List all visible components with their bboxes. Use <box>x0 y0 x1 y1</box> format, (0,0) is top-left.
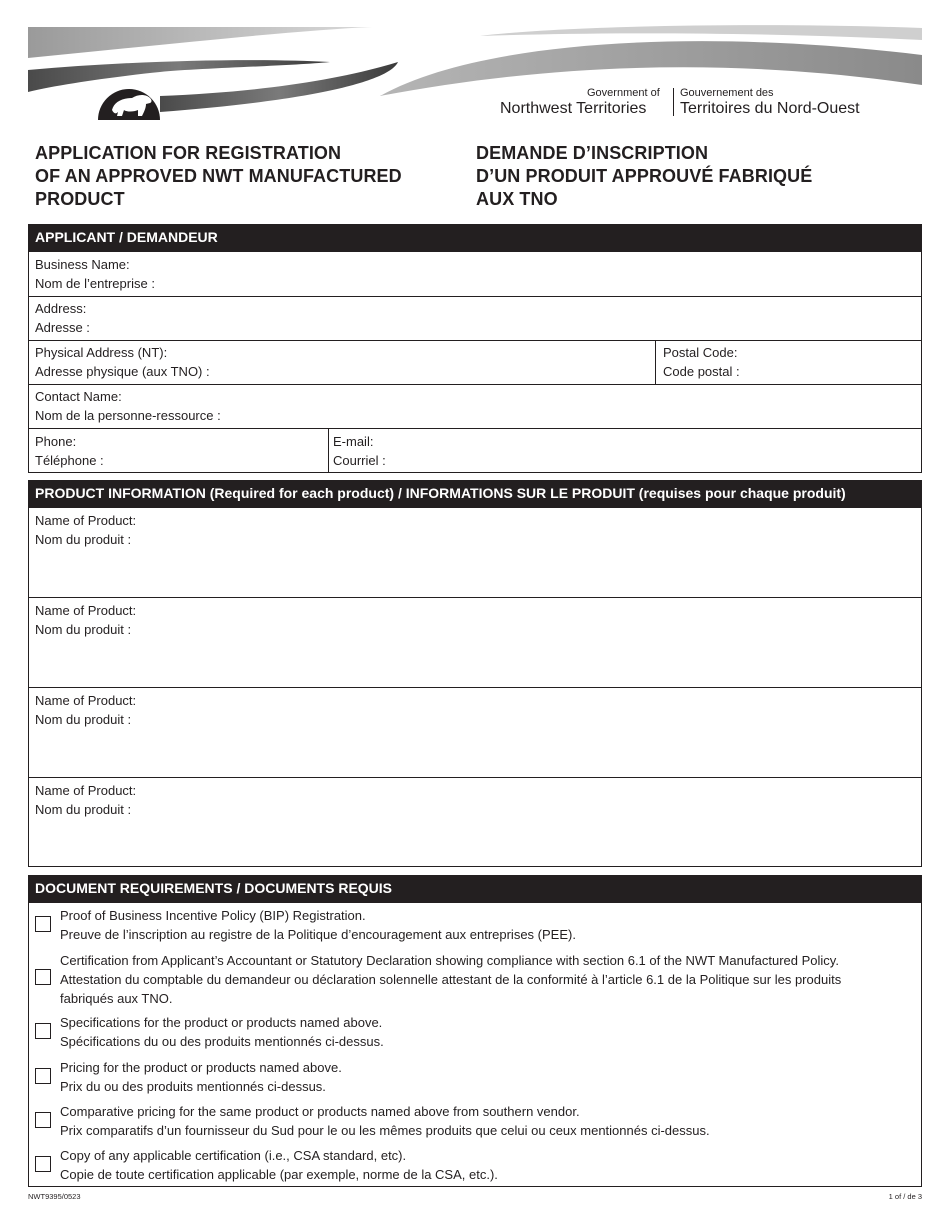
address-field[interactable]: Address: Adresse : <box>35 301 90 335</box>
requirement-applicable-certification: Copy of any applicable certification (i.e., CSA standard, etc). Copie de toute certification applicable (par exemple, norme de la CSA, etc.). <box>60 1148 498 1182</box>
requirement-accountant-certification: Certification from Applicant’s Accountant or Statutory Declaration showing compliance with section 6.1 of the NWT Manufactured Policy. Attestation du comptable du demandeur ou déclaration solennelle attestant de la conformité à l’article 6.1 de la Politique sur les produits fabriqués aux TNO. <box>60 953 842 1006</box>
divider <box>328 428 329 473</box>
contact-name-field[interactable]: Contact Name: Nom de la personne-ressource : <box>35 389 221 423</box>
requirement-bip-registration: Proof of Business Incentive Policy (BIP) Registration. Preuve de l’inscription au registre de la Politique d’encouragement aux entreprises (PEE). <box>60 908 576 942</box>
gov-divider <box>673 88 674 116</box>
gov-fr-big: Territoires du Nord-Ouest <box>680 100 860 117</box>
form-title-en: APPLICATION FOR REGISTRATION OF AN APPROVED NWT MANUFACTURED PRODUCT <box>35 143 402 209</box>
documents-section-header: DOCUMENT REQUIREMENTS / DOCUMENTS REQUIS <box>28 875 922 902</box>
nwt-polar-bear-logo <box>96 66 162 120</box>
product-name-field-2[interactable]: Name of Product: Nom du produit : <box>35 603 137 637</box>
checkbox-bip-registration[interactable] <box>35 916 51 932</box>
divider <box>28 340 922 341</box>
divider <box>28 296 922 297</box>
divider <box>28 384 922 385</box>
divider <box>28 597 922 598</box>
physical-address-field[interactable]: Physical Address (NT): Adresse physique (aux TNO) : <box>35 345 210 379</box>
checkbox-pricing[interactable] <box>35 1068 51 1084</box>
checkbox-comparative-pricing[interactable] <box>35 1112 51 1128</box>
divider <box>28 428 922 429</box>
requirement-comparative-pricing: Comparative pricing for the same product or products named above from southern vendor. Prix comparatifs d’un fournisseur du Sud pour le ou les mêmes produits que celui ou ceux mentionnés ci-dessus. <box>60 1104 710 1138</box>
postal-code-field[interactable]: Postal Code: Code postal : <box>663 345 740 379</box>
form-title-fr: DEMANDE D’INSCRIPTION D’UN PRODUIT APPROUVÉ FABRIQUÉ AUX TNO <box>476 143 813 209</box>
page-number: 1 of / de 3 <box>888 1192 922 1201</box>
applicant-section-header: APPLICANT / DEMANDEUR <box>28 224 922 251</box>
product-name-field-3[interactable]: Name of Product: Nom du produit : <box>35 693 137 727</box>
requirement-pricing: Pricing for the product or products named above. Prix du ou des produits mentionnés ci-dessus. <box>60 1060 342 1094</box>
product-name-field-1[interactable]: Name of Product: Nom du produit : <box>35 513 137 547</box>
product-section-header: PRODUCT INFORMATION (Required for each product) / INFORMATIONS SUR LE PRODUIT (requises pour chaque produit) <box>28 480 922 507</box>
divider <box>655 340 656 384</box>
business-name-field[interactable]: Business Name: Nom de l’entreprise : <box>35 257 155 291</box>
requirement-specifications: Specifications for the product or products named above. Spécifications du ou des produits mentionnés ci-dessus. <box>60 1015 384 1049</box>
checkbox-specifications[interactable] <box>35 1023 51 1039</box>
form-number: NWT9395/0523 <box>28 1192 81 1201</box>
gov-en-small: Government of <box>587 87 660 99</box>
gov-fr-small: Gouvernement des <box>680 87 774 99</box>
checkbox-applicable-certification[interactable] <box>35 1156 51 1172</box>
email-field[interactable]: E-mail: Courriel : <box>333 434 386 468</box>
divider <box>28 687 922 688</box>
phone-field[interactable]: Phone: Téléphone : <box>35 434 104 468</box>
product-name-field-4[interactable]: Name of Product: Nom du produit : <box>35 783 137 817</box>
divider <box>28 777 922 778</box>
gov-en-big: Northwest Territories <box>500 100 647 117</box>
checkbox-accountant-certification[interactable] <box>35 969 51 985</box>
